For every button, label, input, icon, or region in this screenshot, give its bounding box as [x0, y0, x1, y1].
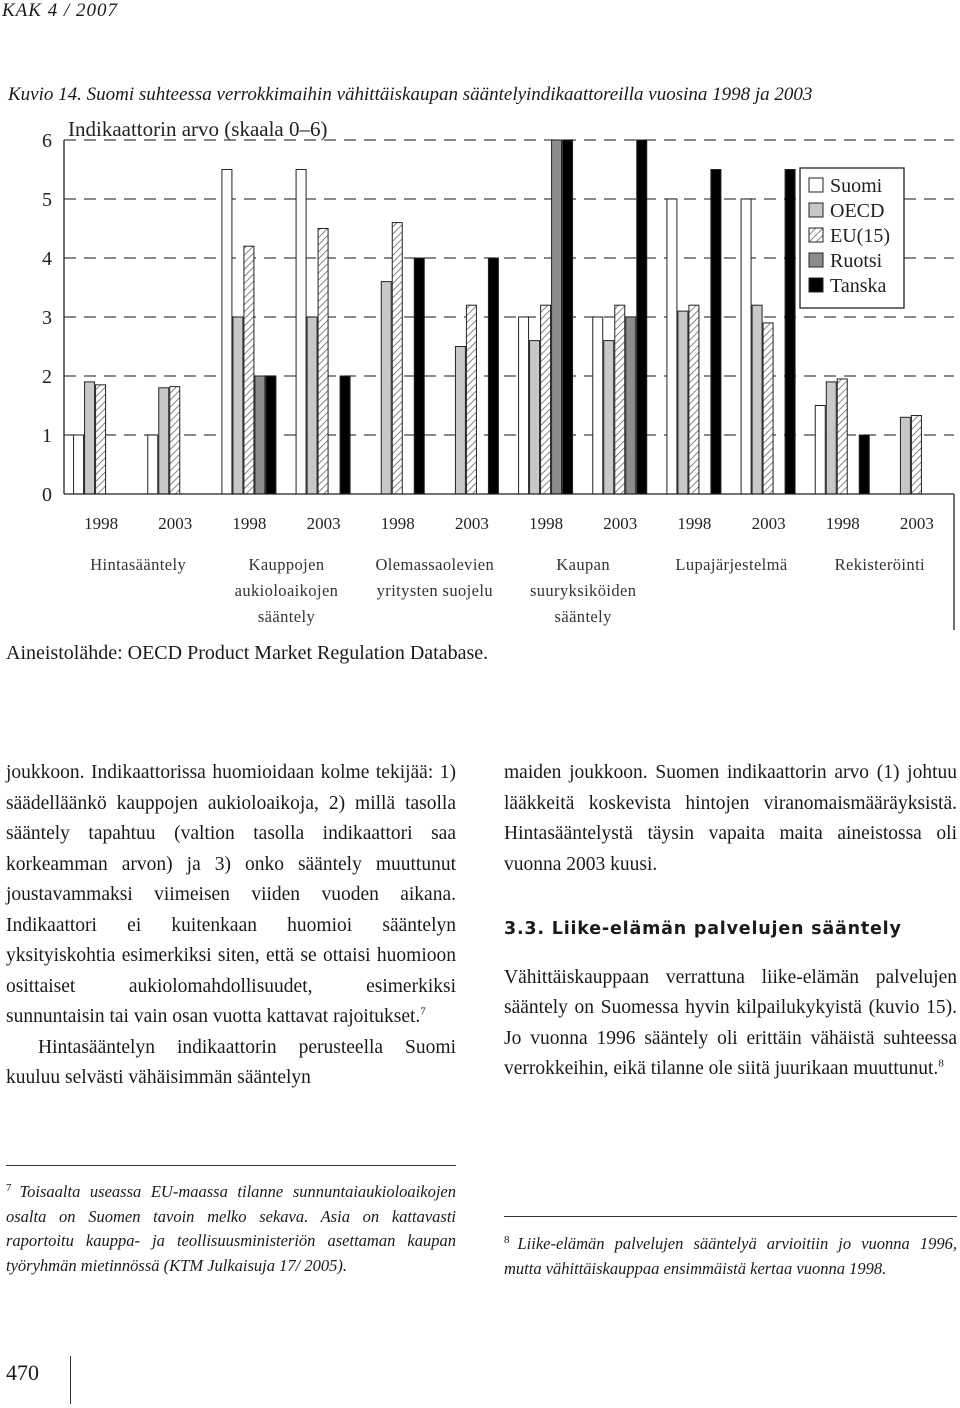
- y-axis-title: Indikaattorin arvo (skaala 0–6): [68, 117, 328, 141]
- x-year-label: 1998: [677, 514, 712, 533]
- text-column-right: [504, 758, 957, 1085]
- bar-tanska-2-2003: [488, 258, 498, 494]
- legend-swatch: [809, 228, 823, 242]
- y-tick-label: 3: [42, 307, 52, 329]
- x-year-label: 2003: [603, 514, 638, 533]
- bar-eu15-4-1998: [689, 305, 699, 494]
- x-category-label: sääntely: [554, 607, 612, 626]
- footnote-ref: 8: [938, 1057, 944, 1070]
- x-year-label: 2003: [899, 514, 934, 533]
- x-year-label: 1998: [825, 514, 860, 533]
- legend-swatch: [809, 253, 823, 267]
- bar-ruotsi-1-1998: [255, 376, 265, 494]
- bar-eu15-0-2003: [170, 387, 180, 494]
- text-column-left: [6, 758, 456, 1094]
- legend-swatch: [809, 203, 823, 217]
- x-category-label: Rekisteröinti: [834, 555, 926, 574]
- x-category-label: yritysten suojelu: [376, 581, 494, 600]
- bar-oecd-2-2003: [455, 347, 465, 495]
- y-tick-label: 1: [42, 425, 52, 447]
- x-year-label: 1998: [84, 514, 119, 533]
- bar-suomi-1-2003: [296, 170, 306, 495]
- bar-tanska-2-1998: [414, 258, 424, 494]
- bar-eu15-1-2003: [318, 229, 328, 495]
- bar-tanska-5-1998: [859, 435, 869, 494]
- y-tick-label: 6: [42, 130, 52, 152]
- bar-tanska-3-1998: [563, 140, 573, 494]
- bar-oecd-1-1998: [233, 317, 243, 494]
- y-tick-label: 2: [42, 366, 52, 388]
- bar-eu15-3-2003: [615, 305, 625, 494]
- bar-tanska-1-2003: [340, 376, 350, 494]
- x-year-label: 2003: [751, 514, 786, 533]
- bar-suomi-5-1998: [815, 406, 825, 495]
- x-year-label: 2003: [454, 514, 489, 533]
- footnote-rule: [504, 1216, 957, 1217]
- bar-oecd-0-2003: [159, 388, 169, 494]
- bar-suomi-0-1998: [74, 435, 84, 494]
- bar-oecd-2-1998: [381, 282, 391, 494]
- page-number: 470: [6, 1360, 39, 1385]
- bar-suomi-3-1998: [519, 317, 529, 494]
- figure-source: Aineistolähde: OECD Product Market Regulation Database.: [6, 642, 489, 664]
- x-year-label: 1998: [380, 514, 415, 533]
- footnote-7: $^7$ Toisaalta useassa EU-maassa tilanne sunnuntaiaukioloaikojen osalta on Suomen tavoin melko sekava. Asia on kattavasti raportoitu kauppa- ja teollisuusministeriön asettaman kaupan työryhmän mietinnössä (KTM Julkaisuja 17/ 2005).: [6, 1181, 456, 1275]
- bar-oecd-4-1998: [678, 311, 688, 494]
- x-category-label: Kaupan: [556, 555, 611, 574]
- bar-tanska-4-1998: [711, 170, 721, 495]
- bar-eu15-5-1998: [837, 379, 847, 494]
- x-category-label: suuryksiköiden: [529, 581, 637, 600]
- bar-eu15-4-2003: [763, 323, 773, 494]
- figure-caption: Kuvio 14. Suomi suhteessa verrokkimaihin vähittäiskaupan sääntelyindikaattoreilla vuosina 1998 ja 2003: [8, 84, 813, 105]
- x-year-label: 1998: [232, 514, 267, 533]
- x-category-label: Lupajärjestelmä: [675, 555, 788, 574]
- bar-eu15-5-2003: [911, 416, 921, 494]
- x-year-label: 2003: [306, 514, 341, 533]
- bar-eu15-3-1998: [541, 305, 551, 494]
- bar-oecd-3-2003: [604, 341, 614, 494]
- x-category-label: Kauppojen: [248, 555, 325, 574]
- legend-label: OECD: [830, 200, 885, 222]
- paragraph: Vähittäiskauppaan verrattuna liike-elämän palvelujen sääntely on Suomessa hyvin kilpailukykyistä (kuvio 15). Jo vuonna 1996 sääntely oli erittäin vähäistä suhteessa verrokkeihin, eikä tilanne ole siitä juurikaan muuttunut.$^8$: [504, 966, 957, 1079]
- x-year-label: 2003: [158, 514, 193, 533]
- legend-swatch: [809, 178, 823, 192]
- running-head: KAK 4 / 2007: [2, 0, 118, 21]
- page-number-divider: [70, 1356, 71, 1404]
- legend-label: Tanska: [830, 275, 887, 297]
- bar-ruotsi-3-2003: [626, 317, 636, 494]
- bar-eu15-0-1998: [96, 385, 106, 494]
- paragraph: joukkoon. Indikaattorissa huomioidaan kolme tekijää: 1) säädelläänkö kauppojen aukioloaikoja, 2) millä tasolla sääntely tapahtuu (valtion tasolla indikaattori saa korkeamman arvon) ja 3) onko sääntely muuttunut joustavammaksi viimeisen viiden vuoden aikana. Indikaattori ei kuitenkaan huomioi sääntelyn yksityiskohtia esimerkiksi siten, että se ottaisi huomioon osittaiset aukiolomahdollisuudet, esimerkiksi sunnuntaisin tai vain osan vuotta kattavat rajoitukset.$^7$: [6, 762, 456, 1027]
- bar-eu15-2-1998: [392, 223, 402, 494]
- legend-label: Ruotsi: [830, 250, 883, 272]
- bar-tanska-4-2003: [785, 170, 795, 495]
- y-tick-label: 4: [42, 248, 52, 270]
- bar-chart: [0, 110, 960, 640]
- bar-suomi-0-2003: [148, 435, 158, 494]
- legend-label: Suomi: [830, 175, 883, 197]
- y-tick-label: 0: [42, 484, 52, 506]
- x-category-label: aukioloaikojen: [234, 581, 339, 600]
- section-heading: 3.3. Liike-elämän palvelujen sääntely: [504, 919, 902, 939]
- bar-suomi-4-2003: [741, 199, 751, 494]
- bar-oecd-3-1998: [530, 341, 540, 494]
- bar-suomi-4-1998: [667, 199, 677, 494]
- bar-suomi-3-2003: [593, 317, 603, 494]
- footnote-8: $^8$ Liike-elämän palvelujen sääntelyä arvioitiin jo vuonna 1996, mutta vähittäiskauppaa ensimmäistä kertaa vuonna 1998.: [504, 1233, 957, 1278]
- bar-tanska-3-2003: [637, 140, 647, 494]
- x-category-label: Olemassaolevien: [375, 555, 495, 574]
- x-category-label: Hintasääntely: [90, 555, 187, 574]
- legend-swatch: [809, 278, 823, 292]
- bar-oecd-4-2003: [752, 305, 762, 494]
- y-tick-label: 5: [42, 189, 52, 211]
- bar-oecd-5-1998: [826, 382, 836, 494]
- bar-eu15-1-1998: [244, 246, 254, 494]
- legend-label: EU(15): [830, 225, 890, 247]
- x-category-label: sääntely: [257, 607, 316, 626]
- bar-suomi-1-1998: [222, 170, 232, 495]
- bar-oecd-5-2003: [900, 417, 910, 494]
- paragraph: Hintasääntelyn indikaattorin perusteella Suomi kuuluu selvästi vähäisimmän sääntelyn: [6, 1036, 456, 1088]
- bar-ruotsi-3-1998: [552, 140, 562, 494]
- bar-oecd-1-2003: [307, 317, 317, 494]
- bar-tanska-1-1998: [266, 376, 276, 494]
- footnote-ref: 7: [420, 1005, 426, 1018]
- paragraph: maiden joukkoon. Suomen indikaattorin arvo (1) johtuu lääkkeitä koskevista hintojen viranomaismääräyksistä. Hintasääntelystä täysin vapaita maita aineistossa oli vuonna 2003 kuusi.: [504, 762, 957, 875]
- bar-oecd-0-1998: [85, 382, 95, 494]
- footnote-rule: [6, 1165, 456, 1166]
- x-year-label: 1998: [529, 514, 564, 533]
- bar-eu15-2-2003: [466, 305, 476, 494]
